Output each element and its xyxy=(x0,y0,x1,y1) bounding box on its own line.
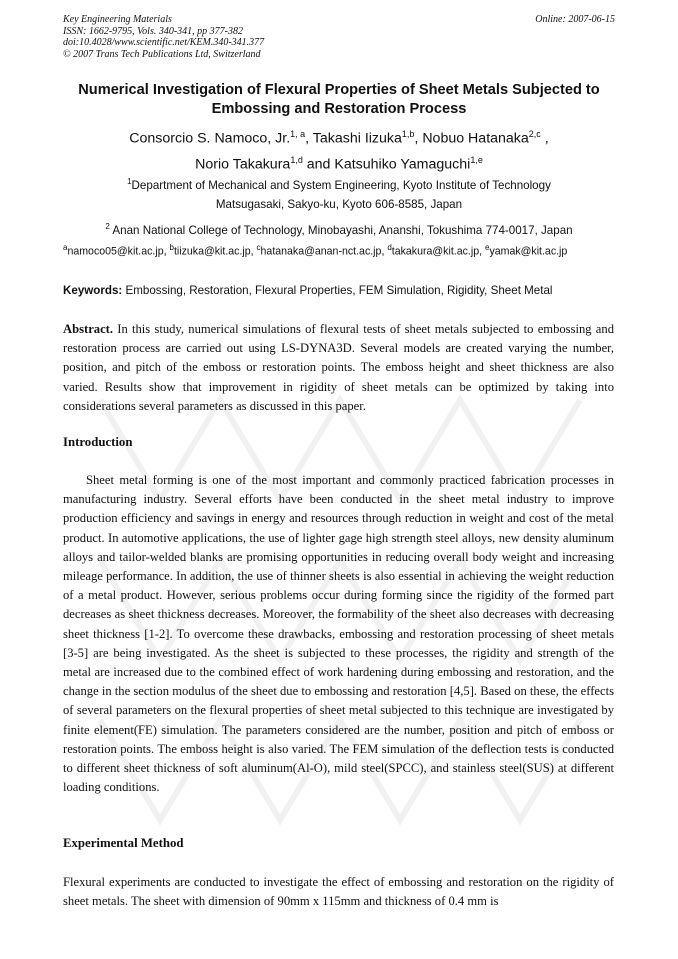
journal-name: Key Engineering Materials xyxy=(63,14,172,25)
email-link[interactable]: hatanaka@anan-nct.ac.jp xyxy=(260,245,382,258)
email-link[interactable]: namoco05@kit.ac.jp xyxy=(67,245,164,258)
author-affiliation-mark: 2,c xyxy=(528,129,541,139)
keywords-label: Keywords: xyxy=(63,284,123,297)
email-link[interactable]: yamak@kit.ac.jp xyxy=(489,245,568,258)
keywords-text: Embossing, Restoration, Flexural Properties, FEM Simulation, Rigidity, Sheet Metal xyxy=(122,284,553,297)
author-name: Takashi Iizuka xyxy=(312,130,402,147)
abstract-text: In this study, numerical simulations of flexural tests of sheet metals subjected to embossing and restoration process are carried out using LS-DYNA3D. Several models are created varying the number, position, and pitch of the emboss or restoration points. The emboss height and sheet thickness are also varied. Results show that improvement in rigidity of sheet metals can be optimized by taking into considerations several parameters as discussed in this paper. xyxy=(63,322,614,413)
online-date: Online: 2007-06-15 xyxy=(535,14,615,25)
experimental-method-body: Flexural experiments are conducted to investigate the effect of embossing and restoration on the rigidity of sheet metals. The sheet with dimension of 90mm x 115mm and thickness of 0.4 mm is xyxy=(63,875,614,909)
issn-line: ISSN: 1662-9795, Vols. 340-341, pp 377-382 xyxy=(63,25,243,37)
author-name: Nobuo Hatanaka xyxy=(422,130,529,147)
section-heading-introduction: Introduction xyxy=(63,435,133,449)
author-list: Consorcio S. Namoco, Jr.$^{1, a}$, Takashi Iizuka$^{1,b}$, Nobuo Hatanaka$^{2,c}$ , Norio Takakura$^{1,d}$ and Katsuhiko Yamaguchi$^{1,e}$ xyxy=(129,129,549,173)
affiliation-number: 2 xyxy=(105,222,110,231)
author-name: Katsuhiko Yamaguchi xyxy=(334,156,471,173)
email-link[interactable]: tiizuka@kit.ac.jp xyxy=(173,245,251,258)
author-affiliation-mark: 1, a xyxy=(290,129,306,139)
abstract-label: Abstract. xyxy=(63,322,114,336)
affiliation-number: 1 xyxy=(127,177,132,186)
author-affiliation-mark: 1,d xyxy=(290,154,303,165)
affiliation-2: $^2$ Anan National College of Technology, Minobayashi, Ananshi, Tokushima 774-0017, Japan xyxy=(105,222,573,237)
doi-line: doi:10.4028/www.scientific.net/KEM.340-341.377 xyxy=(63,37,265,48)
author-name: Norio Takakura xyxy=(195,156,291,173)
section-heading-experimental-method: Experimental Method xyxy=(63,836,184,850)
affiliation-1: $^1$Department of Mechanical and System Engineering, Kyoto Institute of Technology Matsugasaki, Sakyo-ku, Kyoto 606-8585, Japan xyxy=(127,177,551,211)
paper-title: Numerical Investigation of Flexural Properties of Sheet Metals Subjected to Embossing and Restoration Process xyxy=(78,82,600,117)
copyright-line: © 2007 Trans Tech Publications Ltd, Switzerland xyxy=(63,48,261,60)
author-affiliation-mark: 1,e xyxy=(470,154,483,165)
author-affiliation-mark: 1,b xyxy=(401,129,415,139)
author-name: Consorcio S. Namoco, Jr. xyxy=(129,130,291,147)
introduction-body: Sheet metal forming is one of the most important and commonly practiced fabrication processes in manufacturing industry. Several efforts have been conducted in the sheet metal industry to improve production efficiency and savings in energy and resources through reduction in weight and cost of the metal product. In automotive applications, the use of lighter gage high strength steel alloys, new density aluminum alloys and tailor-welded blanks are promising opportunities in reducing overall body weight and increasing mileage performance. In addition, the use of thinner sheets is also essential in achieving the weight reduction of a metal product. However, serious problems occur during forming since the rigidity of the formed part decreases as sheet thickness decreases. Moreover, the formability of the sheet also decreases with decreasing sheet thickness [1-2]. To overcome these drawbacks, embossing and restoration processing of sheet metals [3-5] are being investigated. As the sheet is subjected to these processes, the rigidity and strength of the metal are increased due to the combined effect of work hardening during embossing and restoration, and the change in the section modulus of the sheet due to embossing and restoration [4,5]. Based on these, the effects of several parameters on the flexural properties of sheet metal subjected to this technique are investigated by finite element(FE) simulation. The parameters considered are the number, position and pitch of emboss or restoration points. The emboss height is also varied. The FEM simulation of the deflection tests is conducted to different sheet thickness of soft aluminum(Al-O), mild steel(SPCC), and stainless steel(SUS) at different loading conditions. xyxy=(63,473,614,795)
email-list: $^a$namoco05@kit.ac.jp, $^b$tiizuka@kit.ac.jp, $^c$hatanaka@anan-nct.ac.jp, $^d$takakura@kit.ac.jp, $^e$yamak@kit.ac.jp xyxy=(63,243,568,258)
keywords xyxy=(63,283,615,299)
journal-header xyxy=(63,14,615,60)
email-link[interactable]: takakura@kit.ac.jp xyxy=(391,245,480,258)
abstract xyxy=(63,320,614,416)
